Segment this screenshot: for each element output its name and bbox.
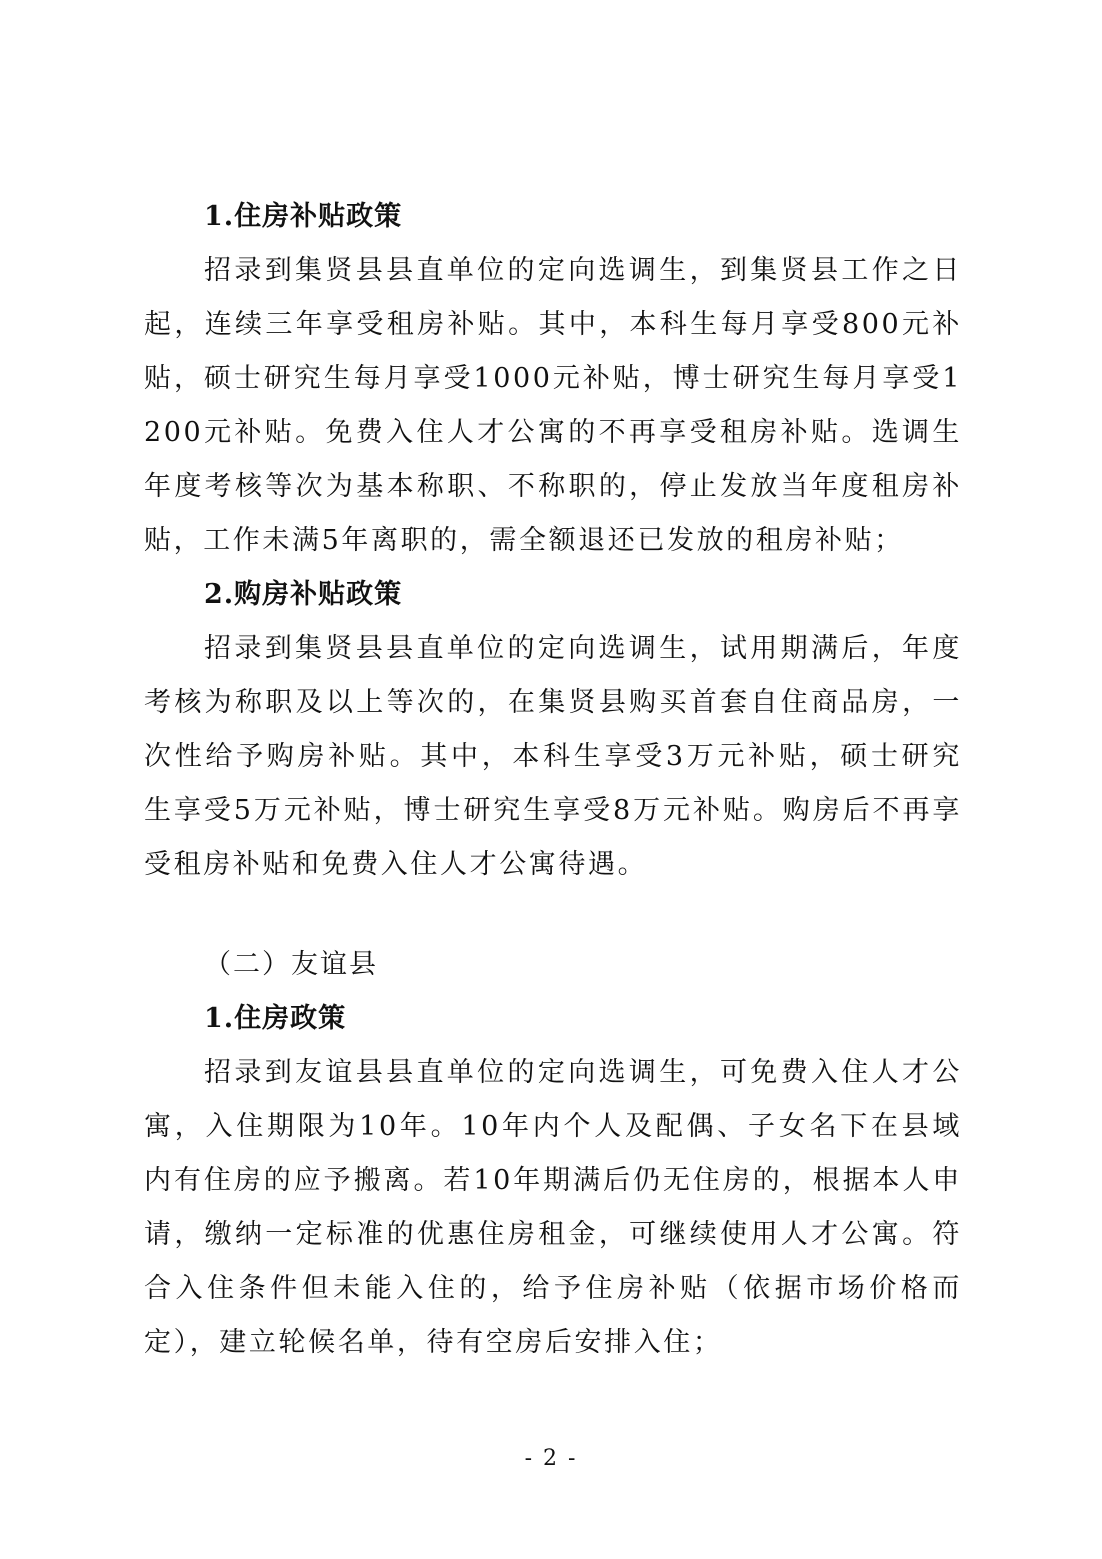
section-spacer <box>144 892 962 938</box>
heading-rental-subsidy: 1.住房补贴政策 <box>204 201 403 232</box>
paragraph-housing-policy: 招录到友谊县县直单位的定向选调生，可免费入住人才公寓，入住期限为10年。10年内个人及配偶、子女名下在县域内有住房的应予搬离。若10年期满后仍无住房的，根据本人申请，缴纳一定标准的优惠住房租金，可继续使用人才公寓。符合入住条件但未能入住的，给予住房补贴（依据市场价格而定），建立轮候名单，待有空房后安排入住； <box>144 1057 962 1358</box>
heading-housing-policy: 1.住房政策 <box>204 1003 347 1034</box>
document-body <box>144 190 962 1370</box>
page-number: - 2 - <box>524 1446 578 1471</box>
section-title-youyi: （二）友谊县 <box>204 949 378 980</box>
heading-purchase-subsidy: 2.购房补贴政策 <box>204 579 403 610</box>
paragraph-rental-subsidy: 招录到集贤县县直单位的定向选调生，到集贤县工作之日起，连续三年享受租房补贴。其中，本科生每月享受800元补贴，硕士研究生每月享受1000元补贴，博士研究生每月享受1200元补贴。免费入住人才公寓的不再享受租房补贴。选调生年度考核等次为基本称职、不称职的，停止发放当年度租房补贴，工作未满5年离职的，需全额退还已发放的租房补贴； <box>144 255 962 556</box>
paragraph-purchase-subsidy: 招录到集贤县县直单位的定向选调生，试用期满后，年度考核为称职及以上等次的，在集贤县购买首套自住商品房，一次性给予购房补贴。其中，本科生享受3万元补贴，硕士研究生享受5万元补贴，博士研究生享受8万元补贴。购房后不再享受租房补贴和免费入住人才公寓待遇。 <box>144 633 962 880</box>
